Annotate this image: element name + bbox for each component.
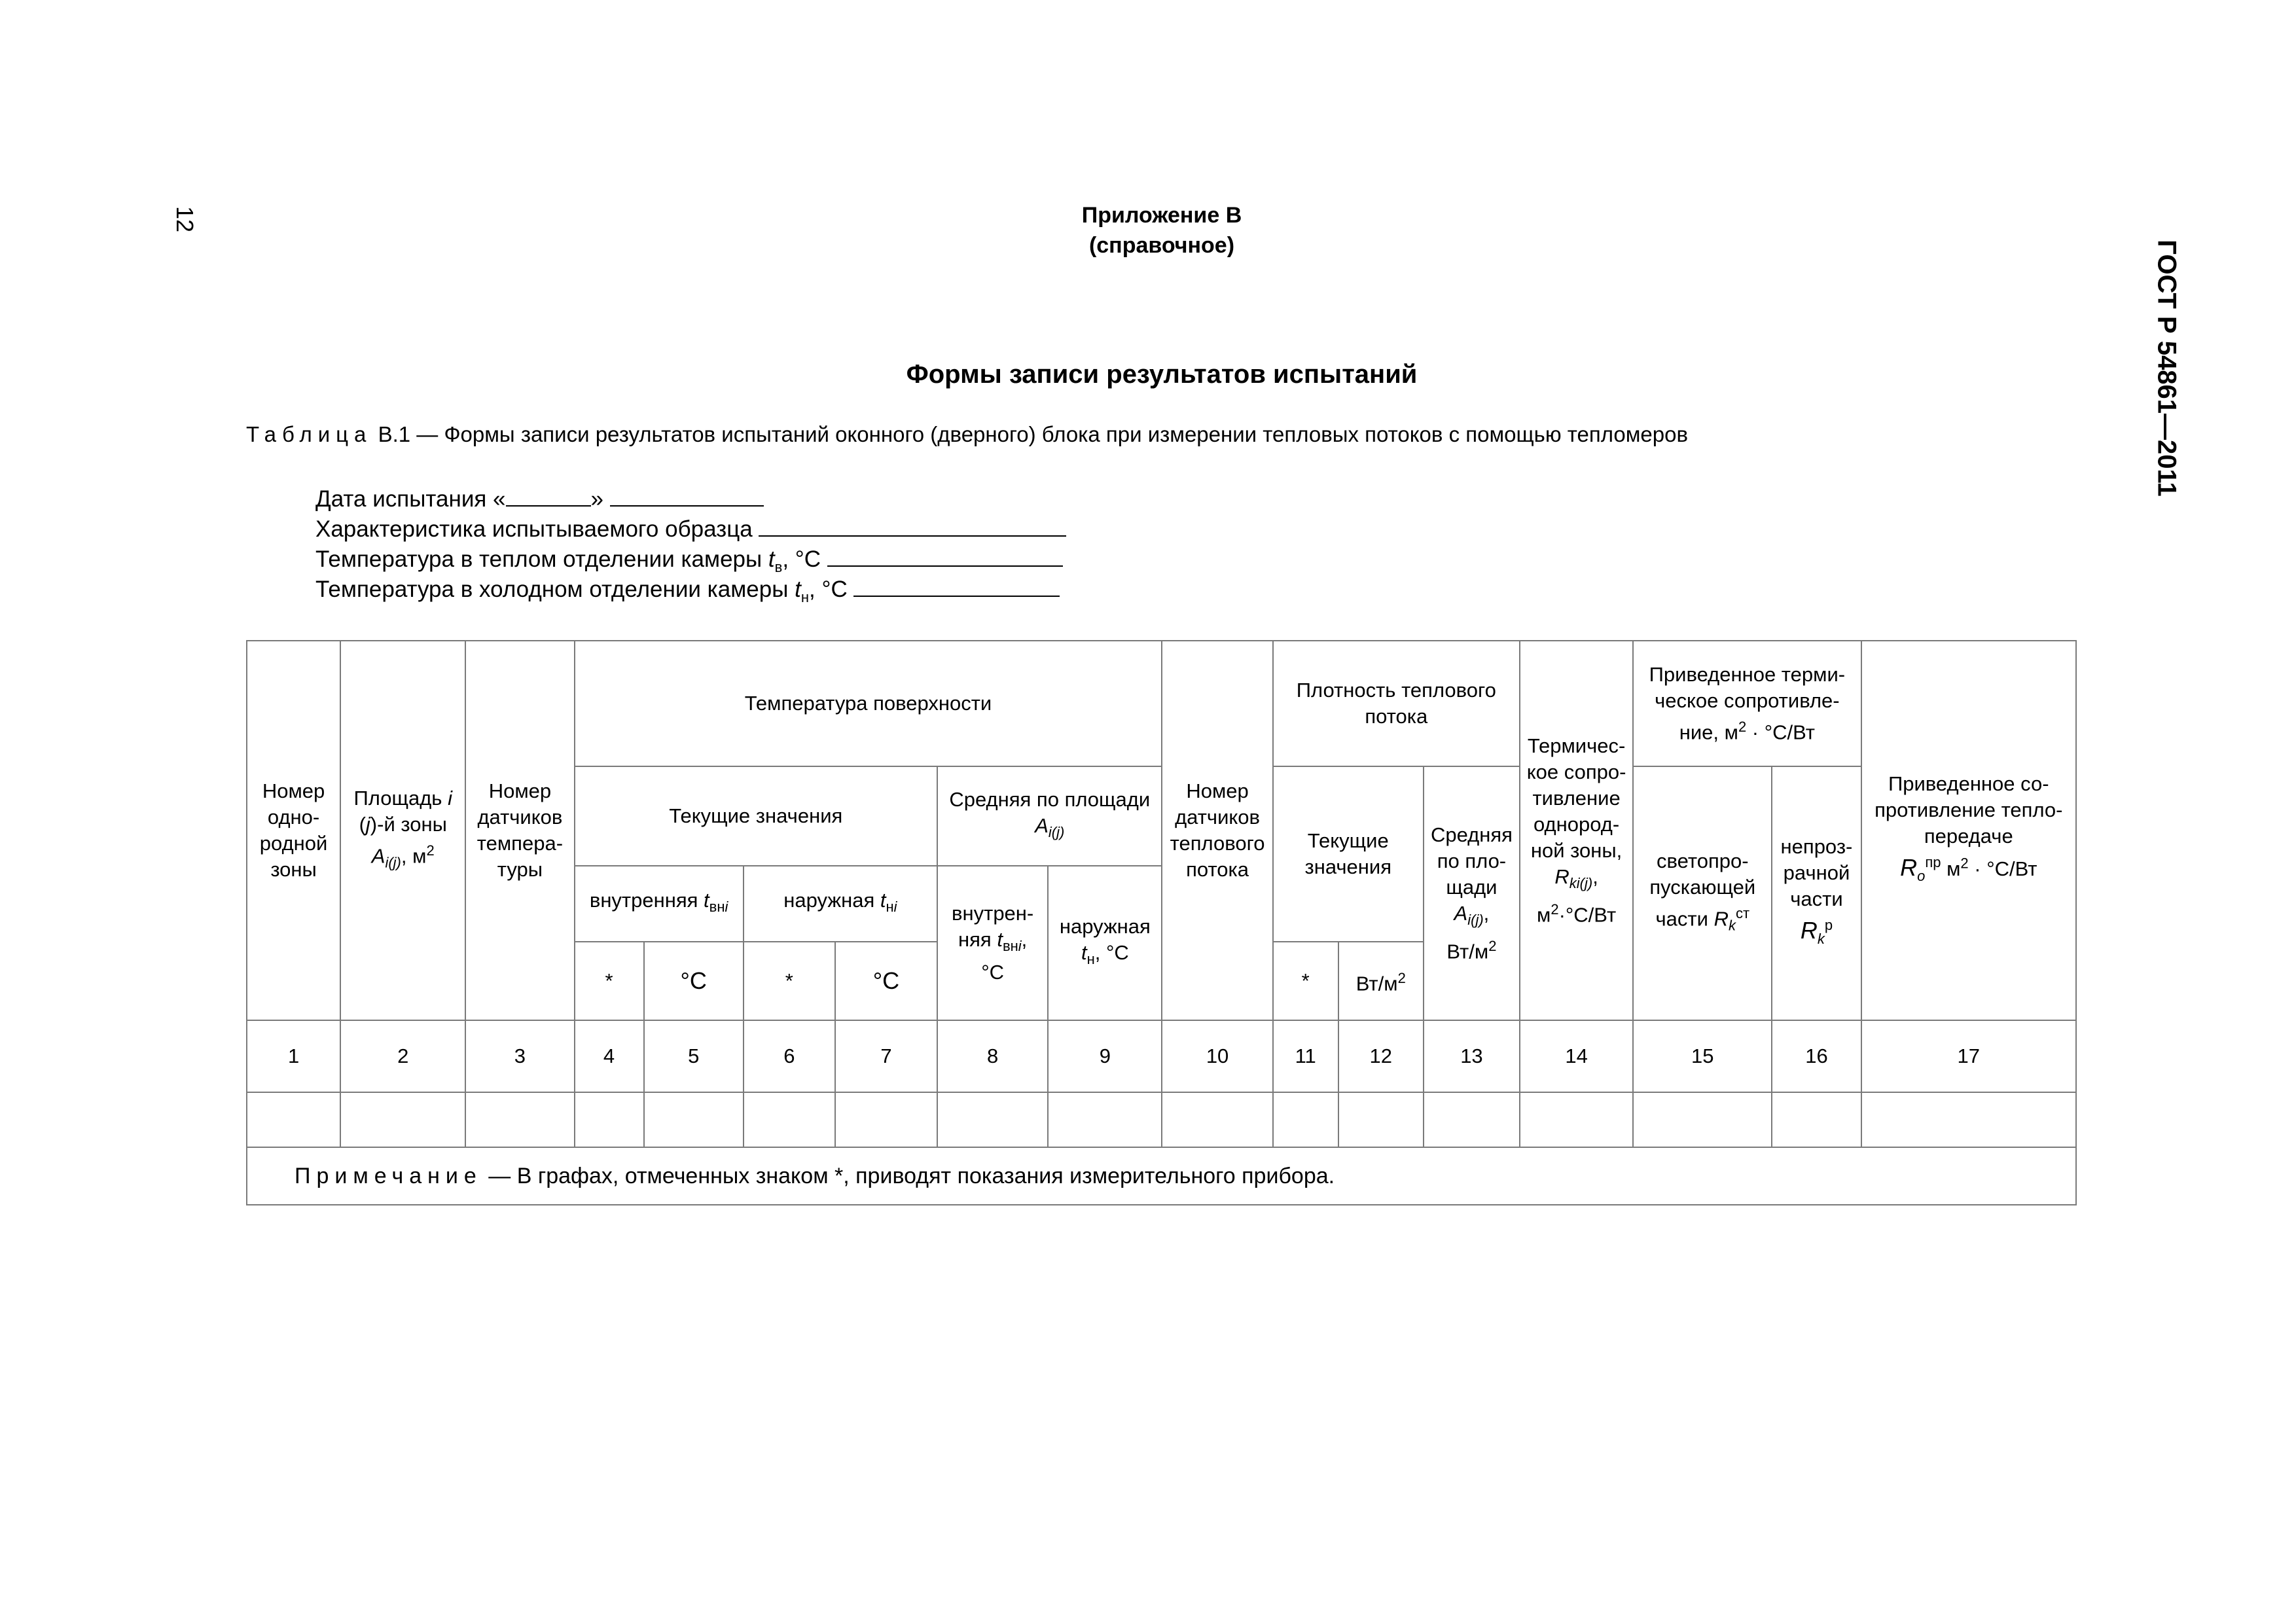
column-number-3: 3 [465, 1020, 574, 1092]
flux-avg-unit: Вт/м [1446, 940, 1489, 963]
caption-number: В.1 [378, 422, 411, 446]
inner-text: внутренняя [589, 888, 704, 912]
avg-area-text: Средняя по площади [949, 787, 1151, 811]
caption-label: Таблица [246, 422, 372, 446]
thermal-res-r: R [1554, 865, 1570, 888]
area-sub: i(j) [385, 854, 401, 871]
field-warm-label: Температура в теплом отделении камеры [315, 546, 768, 572]
thermal-res-unit2: ·°С/Вт [1558, 903, 1617, 927]
reduced-thermal-text: Приведенное терми-ческое сопротивле-ние, м [1649, 662, 1846, 744]
data-cell-14[interactable] [1520, 1092, 1633, 1147]
table-caption [246, 422, 1688, 447]
column-number-10: 10 [1162, 1020, 1272, 1092]
inner-avg-t: t [997, 927, 1003, 951]
appendix-subtitle: (справочное) [1088, 233, 1235, 258]
data-cell-9[interactable] [1048, 1092, 1162, 1147]
warm-sub: в [774, 559, 783, 575]
flux-unit-text: Вт/м [1355, 972, 1398, 995]
warm-unit: , °С [782, 546, 821, 572]
field-cold-label: Температура в холодном отделении камеры [315, 577, 795, 602]
inner-subi: i [725, 899, 728, 916]
header-outer-avg [1048, 866, 1162, 1020]
column-number-12: 12 [1338, 1020, 1424, 1092]
area-i: i [448, 786, 452, 810]
note-text: — В графах, отмеченных знаком *, приводят показания измерительного прибора. [482, 1164, 1335, 1188]
cold-var: t [795, 577, 801, 602]
field-sample-label: Характеристика испытываемого образца [315, 516, 753, 542]
reduced-thermal-sup: 2 [1738, 718, 1747, 735]
header-translucent [1633, 766, 1772, 1020]
column-number-15: 15 [1633, 1020, 1772, 1092]
area-sup: 2 [426, 842, 435, 859]
data-cell-16[interactable] [1772, 1092, 1861, 1147]
column-number-11: 11 [1273, 1020, 1338, 1092]
inner-avg-subi: i [1018, 938, 1022, 955]
warm-blank [827, 546, 1063, 567]
cold-sub: н [800, 589, 809, 605]
data-cell-1[interactable] [247, 1092, 340, 1147]
outer-t: t [880, 888, 886, 912]
flux-avg-sup: 2 [1488, 937, 1497, 954]
header-heat-flux: Плотность теплового потока [1273, 641, 1520, 766]
inner-avg-comma: , [1021, 927, 1028, 951]
inner-avg-2: няя [958, 927, 997, 951]
column-number-6: 6 [744, 1020, 835, 1092]
outer-avg-unit: , °С [1094, 940, 1129, 964]
reduced-transfer-unit2: · °С/Вт [1968, 857, 2037, 881]
header-flux-unit [1338, 942, 1424, 1020]
column-number-13: 13 [1424, 1020, 1520, 1092]
column-numbers-row [247, 1020, 2076, 1092]
translucent-sup: ст [1735, 904, 1750, 921]
flux-unit-sup: 2 [1397, 969, 1406, 986]
outer-avg-text: наружная [1059, 914, 1151, 938]
header-celsius-inner: °С [644, 942, 744, 1020]
date-month-blank [610, 486, 764, 507]
data-cell-8[interactable] [937, 1092, 1048, 1147]
header-flux-avg [1424, 766, 1520, 1020]
data-cell-5[interactable] [644, 1092, 744, 1147]
data-cell-4[interactable] [575, 1092, 644, 1147]
header-outer [744, 866, 937, 942]
reduced-transfer-text: Приведенное со-противление тепло-передаче [1874, 772, 2063, 848]
thermal-res-unit: м [1537, 903, 1551, 927]
warm-var: t [768, 546, 775, 572]
inner-avg-sub: вн [1002, 938, 1018, 955]
data-cell-10[interactable] [1162, 1092, 1272, 1147]
document-title: Формы записи результатов испытаний [906, 360, 1418, 389]
reduced-transfer-sup: пр [1925, 854, 1941, 871]
sample-blank [759, 516, 1066, 537]
header-surface-temp: Температура поверхности [575, 641, 1162, 766]
area-a: A [371, 844, 386, 868]
cold-blank [853, 576, 1060, 597]
standard-code: ГОСТ Р 54861—2011 [2152, 240, 2181, 497]
column-number-7: 7 [835, 1020, 937, 1092]
translucent-sub: k [1728, 917, 1736, 934]
data-cell-3[interactable] [465, 1092, 574, 1147]
appendix-heading [851, 200, 1473, 260]
translucent-r: R [1713, 907, 1729, 931]
avg-area-a: A [1035, 813, 1049, 837]
translucent-text: светопро-пускающей части [1649, 849, 1756, 931]
caption-text: — Формы записи результатов испытаний оконного (дверного) блока при измерении тепловых потоков с помощью тепломеров [416, 422, 1689, 446]
opaque-r: R [1800, 917, 1818, 944]
flux-avg-a: A [1454, 901, 1468, 925]
flux-avg-text: Средняя по пло-щади [1430, 823, 1513, 899]
column-number-17: 17 [1861, 1020, 2076, 1092]
column-number-5: 5 [644, 1020, 744, 1092]
cold-unit: , °С [809, 577, 848, 602]
reduced-transfer-unit: м [1941, 857, 1961, 881]
inner-sub: вн [709, 899, 725, 916]
column-number-8: 8 [937, 1020, 1048, 1092]
thermal-res-text: Термичес-кое сопро-тивление однород-ной зоны, [1526, 734, 1626, 862]
column-number-1: 1 [247, 1020, 340, 1092]
thermal-res-sub: ki(j) [1569, 874, 1593, 891]
area-j: j [365, 812, 370, 836]
header-flow-sensors: Номер датчиков теплового потока [1162, 641, 1272, 1020]
table-note [247, 1147, 2076, 1205]
field-sample [315, 514, 1066, 544]
outer-sub: н [886, 899, 894, 916]
header-current-values: Текущие значения [575, 766, 938, 866]
data-cell-15[interactable] [1633, 1092, 1772, 1147]
data-cell-13[interactable] [1424, 1092, 1520, 1147]
header-inner-avg [937, 866, 1048, 1020]
data-cell-7[interactable] [835, 1092, 937, 1147]
data-cell-2[interactable] [340, 1092, 465, 1147]
data-cell-12[interactable] [1338, 1092, 1424, 1147]
header-reduced-transfer [1861, 641, 2076, 1020]
outer-text: наружная [783, 888, 880, 912]
header-star-outer: * [744, 942, 835, 1020]
header-star-flux: * [1273, 942, 1338, 1020]
column-number-4: 4 [575, 1020, 644, 1092]
avg-area-sub: i(j) [1048, 824, 1065, 841]
data-cell-17[interactable] [1861, 1092, 2076, 1147]
header-zone-no: Номер одно-родной зоны [247, 641, 340, 1020]
column-number-14: 14 [1520, 1020, 1633, 1092]
flux-avg-sub: i(j) [1467, 911, 1484, 928]
opaque-sup: р [1824, 917, 1833, 934]
inner-avg-1: внутрен- [952, 901, 1034, 925]
field-date-close: » [590, 486, 603, 512]
header-temp-sensors: Номер датчиков темпера-туры [465, 641, 574, 1020]
field-cold [315, 575, 1066, 605]
reduced-transfer-sub: o [1917, 868, 1926, 885]
inner-t: t [704, 888, 709, 912]
field-date [315, 484, 1066, 514]
data-cell-11[interactable] [1273, 1092, 1338, 1147]
date-day-blank [506, 486, 591, 507]
opaque-sub: k [1817, 931, 1825, 948]
thermal-res-sup: 2 [1551, 901, 1559, 918]
page-number: 12 [171, 205, 198, 233]
area-unit: , м [401, 844, 427, 868]
field-date-label: Дата испытания « [315, 486, 506, 512]
results-table [246, 640, 2077, 1205]
outer-avg-t: t [1081, 940, 1087, 964]
header-opaque [1772, 766, 1861, 1020]
header-thermal-res [1520, 641, 1633, 1020]
area-mid1: ( [359, 812, 366, 836]
header-star-inner: * [575, 942, 644, 1020]
area-mid2: )-й зоны [370, 812, 447, 836]
header-reduced-thermal [1633, 641, 1861, 766]
note-label: Примечание [295, 1164, 482, 1188]
outer-subi: i [893, 899, 897, 916]
opaque-text: непроз-рачной части [1780, 835, 1853, 911]
inner-avg-unit: °С [981, 961, 1005, 984]
header-area [340, 641, 465, 1020]
test-fields [315, 484, 1066, 605]
thermal-res-comma: , [1592, 865, 1598, 888]
area-pre: Площадь [353, 786, 448, 810]
column-number-9: 9 [1048, 1020, 1162, 1092]
header-avg-area [937, 766, 1162, 866]
flux-avg-comma: , [1483, 901, 1490, 925]
column-number-2: 2 [340, 1020, 465, 1092]
appendix-title: Приложение В [1081, 203, 1242, 228]
outer-avg-sub: н [1086, 951, 1095, 968]
blank-data-row [247, 1092, 2076, 1147]
reduced-transfer-r: R [1900, 854, 1918, 882]
column-number-16: 16 [1772, 1020, 1861, 1092]
header-celsius-outer: °С [835, 942, 937, 1020]
reduced-transfer-sup2: 2 [1960, 855, 1969, 872]
header-flux-current: Текущие значения [1273, 766, 1424, 942]
reduced-thermal-unit: · °С/Вт [1746, 721, 1815, 744]
field-warm [315, 544, 1066, 575]
data-cell-6[interactable] [744, 1092, 835, 1147]
header-inner [575, 866, 744, 942]
